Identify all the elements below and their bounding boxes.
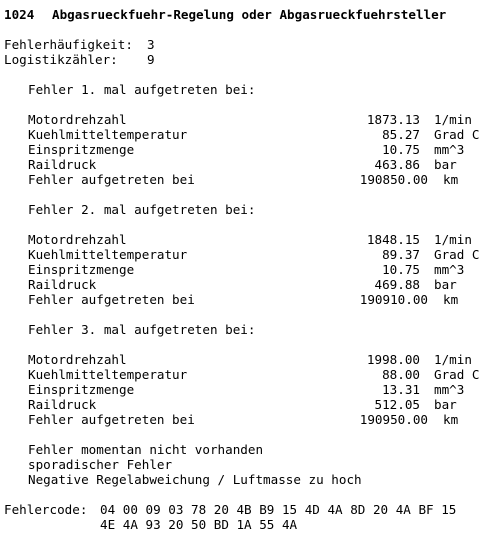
error-code-number: 1024	[4, 7, 35, 22]
row-value: 512.05	[374, 397, 420, 412]
row-label: Motordrehzahl	[28, 112, 127, 127]
occurrence-3-heading: Fehler 3. mal aufgetreten bei:	[28, 322, 256, 337]
row-value: 13.31	[382, 382, 420, 397]
status-line: Fehler momentan nicht vorhanden	[28, 442, 264, 457]
row-unit: bar	[434, 397, 457, 412]
row-value: 463.86	[374, 157, 420, 172]
occurrence-2-heading: Fehler 2. mal aufgetreten bei:	[28, 202, 256, 217]
row-label: Raildruck	[28, 277, 97, 292]
row-value: 10.75	[382, 262, 420, 277]
row-value: 190910.00	[359, 292, 428, 307]
row-unit: Grad C	[434, 367, 480, 382]
status-line: sporadischer Fehler	[28, 457, 173, 472]
row-unit: mm^3	[434, 142, 465, 157]
row-label: Einspritzmenge	[28, 382, 135, 397]
row-unit: km	[443, 172, 459, 187]
fault-code-label: Fehlercode:	[4, 502, 88, 517]
row-value: 88.00	[382, 367, 420, 382]
row-label: Kuehlmitteltemperatur	[28, 127, 188, 142]
row-unit: mm^3	[434, 262, 465, 277]
fault-frequency-label: Fehlerhäufigkeit:	[4, 37, 133, 52]
fault-code-line-1: 04 00 09 03 78 20 4B B9 15 4D 4A 8D 20 4A BF 15	[100, 502, 457, 517]
row-value: 1998.00	[366, 352, 420, 367]
row-unit: 1/min	[434, 112, 472, 127]
row-value: 10.75	[382, 142, 420, 157]
row-value: 469.88	[374, 277, 420, 292]
row-label: Kuehlmitteltemperatur	[28, 367, 188, 382]
row-value: 1848.15	[366, 232, 420, 247]
row-unit: bar	[434, 277, 457, 292]
error-title: Abgasrueckfuehr-Regelung oder Abgasrueckfuehrsteller	[52, 7, 447, 22]
row-label: Fehler aufgetreten bei	[28, 412, 195, 427]
row-value: 89.37	[382, 247, 420, 262]
row-unit: 1/min	[434, 232, 472, 247]
row-label: Motordrehzahl	[28, 232, 127, 247]
row-label: Raildruck	[28, 157, 97, 172]
fault-code-line-2: 4E 4A 93 20 50 BD 1A 55 4A	[100, 517, 298, 532]
row-unit: km	[443, 412, 459, 427]
row-unit: bar	[434, 157, 457, 172]
row-label: Fehler aufgetreten bei	[28, 292, 195, 307]
row-value: 85.27	[382, 127, 420, 142]
row-unit: km	[443, 292, 459, 307]
row-label: Einspritzmenge	[28, 142, 135, 157]
row-value: 190950.00	[359, 412, 428, 427]
row-label: Motordrehzahl	[28, 352, 127, 367]
row-value: 190850.00	[359, 172, 428, 187]
row-label: Raildruck	[28, 397, 97, 412]
row-unit: Grad C	[434, 127, 480, 142]
row-label: Fehler aufgetreten bei	[28, 172, 195, 187]
row-value: 1873.13	[366, 112, 420, 127]
fault-frequency-value: 3	[147, 37, 155, 52]
row-unit: mm^3	[434, 382, 465, 397]
logistic-counter-value: 9	[147, 52, 155, 67]
status-line: Negative Regelabweichung / Luftmasse zu hoch	[28, 472, 362, 487]
row-label: Einspritzmenge	[28, 262, 135, 277]
row-unit: Grad C	[434, 247, 480, 262]
logistic-counter-label: Logistikzähler:	[4, 52, 118, 67]
row-unit: 1/min	[434, 352, 472, 367]
row-label: Kuehlmitteltemperatur	[28, 247, 188, 262]
occurrence-1-heading: Fehler 1. mal aufgetreten bei:	[28, 82, 256, 97]
